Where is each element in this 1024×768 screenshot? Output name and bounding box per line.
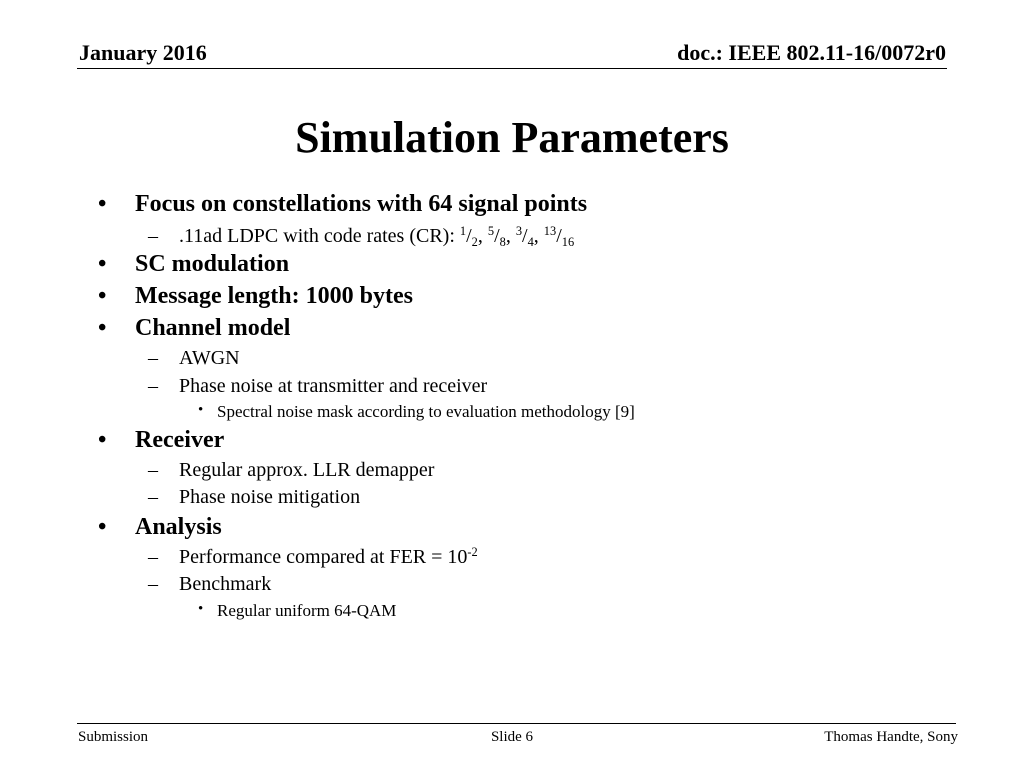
bullet-marker: • — [198, 402, 204, 418]
bullet-text: SC modulation — [135, 251, 290, 277]
rate-separator: , — [505, 225, 516, 247]
bullet-text: Channel model — [135, 315, 291, 341]
dash-marker: – — [148, 459, 158, 481]
subsubbullet-text: Spectral noise mask according to evaluation methodology [9] — [217, 402, 635, 421]
bullet-text: Receiver — [135, 427, 225, 453]
bullet-marker: • — [98, 283, 107, 309]
bullet-text: Analysis — [135, 514, 222, 540]
rate-denominator: 16 — [561, 234, 575, 249]
footer-submission: Submission — [78, 729, 149, 745]
fer-text: Performance compared at FER = 10 — [179, 546, 468, 568]
bullet-marker: • — [198, 601, 204, 617]
subbullet-text: AWGN — [179, 347, 240, 369]
footer-rule — [77, 723, 956, 724]
bullet-marker: • — [98, 427, 107, 453]
dash-marker: – — [148, 225, 158, 247]
rate-denominator: 2 — [471, 234, 478, 249]
dash-marker: – — [148, 375, 158, 397]
rate-numerator: 1 — [459, 224, 467, 239]
dash-marker: – — [148, 573, 158, 595]
rate-separator: , — [477, 225, 488, 247]
header-doc-id: doc.: IEEE 802.11-16/0072r0 — [677, 40, 946, 65]
dash-marker: – — [148, 347, 158, 369]
subbullet-text: Phase noise mitigation — [179, 486, 361, 508]
slide-title: Simulation Parameters — [295, 113, 729, 162]
fer-exponent: -2 — [467, 545, 478, 560]
rate-numerator: 13 — [543, 224, 557, 239]
bullet-marker: • — [98, 251, 107, 277]
footer-author: Thomas Handte, Sony — [824, 729, 958, 745]
rate-slash: / — [556, 225, 562, 247]
rate-slash: / — [494, 225, 500, 247]
subbullet-text: Regular approx. LLR demapper — [179, 459, 435, 481]
subbullet-text: Benchmark — [179, 573, 272, 595]
dash-marker: – — [148, 486, 158, 508]
footer-slide-number: Slide 6 — [490, 729, 534, 745]
header-rule — [77, 68, 947, 69]
code-rates-text — [179, 224, 575, 249]
bullet-marker: • — [98, 514, 107, 540]
bullet-marker: • — [98, 315, 107, 341]
bullet-text: Message length: 1000 bytes — [135, 283, 413, 309]
rate-denominator: 8 — [499, 234, 506, 249]
rate-separator: , — [533, 225, 544, 247]
header-date: January 2016 — [79, 40, 207, 65]
rate-numerator: 5 — [487, 224, 495, 239]
subsubbullet-text: Regular uniform 64-QAM — [217, 601, 397, 620]
subbullet-text: Phase noise at transmitter and receiver — [179, 375, 488, 397]
code-rates-prefix: .11ad LDPC with code rates (CR): — [179, 225, 460, 247]
rate-slash: / — [522, 225, 528, 247]
rate-denominator: 4 — [527, 234, 534, 249]
dash-marker: – — [148, 546, 158, 568]
bullet-marker: • — [98, 191, 107, 217]
subbullet-text — [179, 547, 478, 567]
rate-numerator: 3 — [515, 224, 523, 239]
rate-slash: / — [466, 225, 472, 247]
bullet-text: Focus on constellations with 64 signal points — [135, 191, 588, 217]
